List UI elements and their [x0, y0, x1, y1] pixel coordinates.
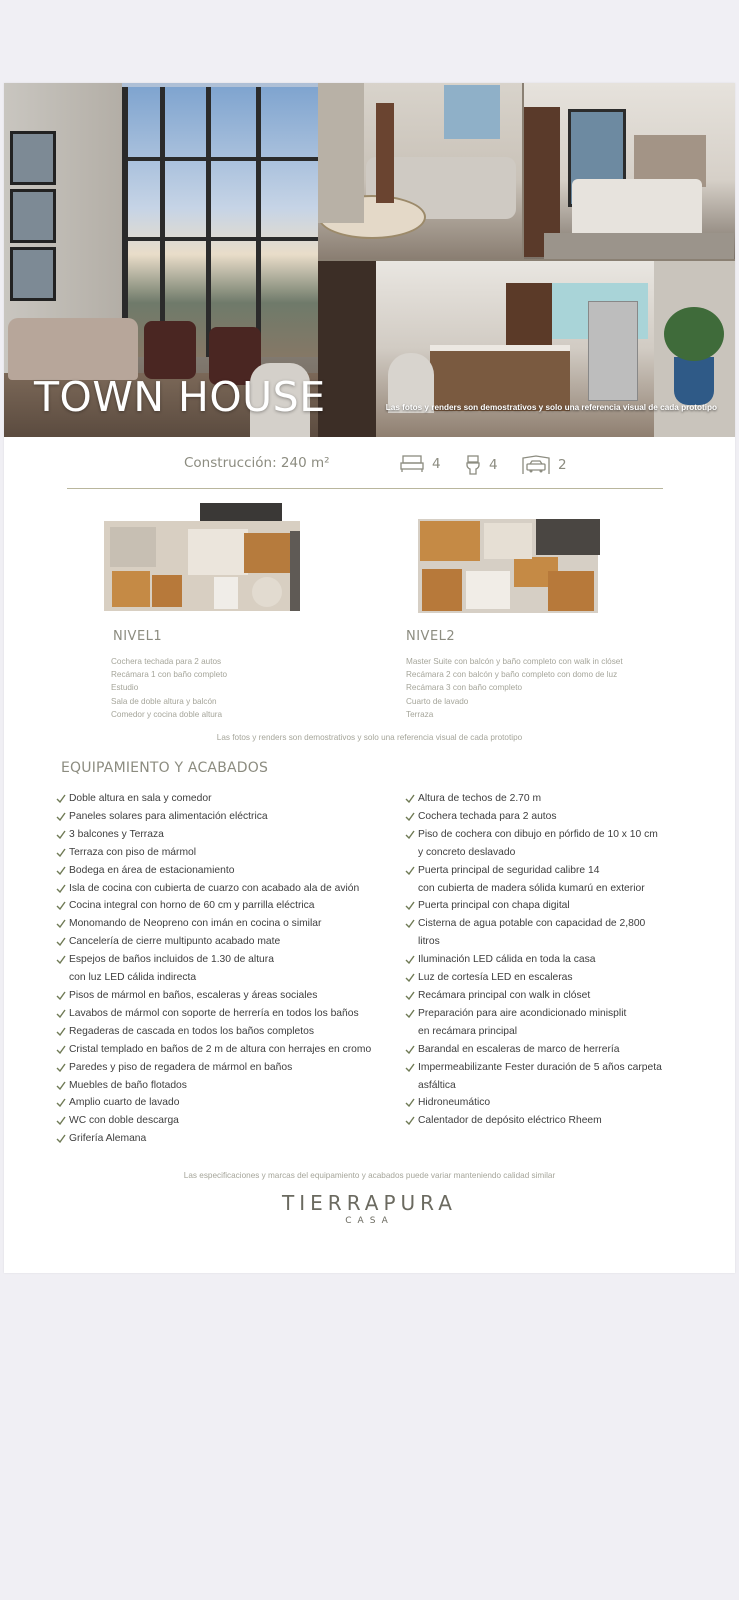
equipment-item [56, 1077, 396, 1095]
brand-logo-sub: CASA [345, 1216, 394, 1226]
equipment-item [405, 1112, 705, 1130]
toilet-icon [465, 455, 481, 475]
equipment-item [56, 1112, 396, 1130]
check-icon [56, 1063, 66, 1072]
bedrooms-count: 4 [432, 456, 441, 472]
construction-area: Construcción: 240 m² [184, 455, 330, 471]
check-icon [56, 884, 66, 893]
equipment-item-text: asfáltica [418, 1079, 456, 1091]
equipment-list-right [405, 790, 705, 1130]
check-icon [405, 794, 415, 803]
equipment-item-text: Lavabos de mármol con soporte de herrería en todos los baños [69, 1007, 359, 1019]
equipment-item-text: Piso de cochera con dibujo en pórfido de 10 x 10 cm [418, 828, 658, 840]
check-icon [56, 1045, 66, 1054]
check-icon [405, 1045, 415, 1054]
list-item: Comedor y cocina doble altura [111, 709, 223, 719]
check-icon [56, 937, 66, 946]
plans-disclaimer: Las fotos y renders son demostrativos y solo una referencia visual de cada prototipo [216, 733, 523, 742]
check-icon [405, 901, 415, 910]
equipment-item-continuation [405, 933, 705, 951]
equipment-item [405, 826, 705, 844]
equipment-item [405, 790, 705, 808]
check-icon [56, 919, 66, 928]
equipment-item-continuation [405, 1077, 705, 1095]
list-item: Recámara 2 con balcón y baño completo con domo de luz [406, 670, 618, 680]
check-icon [56, 1081, 66, 1090]
equipment-item-text: Espejos de baños incluidos de 1.30 de altura [69, 954, 274, 966]
equipment-item [56, 808, 396, 826]
parking-count: 2 [558, 457, 567, 473]
check-icon [56, 1116, 66, 1125]
footer-disclaimer: Las especificaciones y marcas del equipamiento y acabados puede variar manteniendo calidad similar [183, 1171, 556, 1180]
equipment-item-text: Barandal en escaleras de marco de herrería [418, 1043, 620, 1055]
equipment-item-text: Cisterna de agua potable con capacidad de 2,800 [418, 918, 646, 930]
equipment-item-text: Muebles de baño flotados [69, 1079, 187, 1091]
equipment-item [56, 987, 396, 1005]
bedrooms-stat [400, 455, 441, 473]
garage-car-icon [522, 455, 550, 475]
check-icon [405, 991, 415, 1000]
check-icon [56, 866, 66, 875]
bed-icon [400, 455, 424, 473]
hero-disclaimer: Las fotos y renders son demostrativos y solo una referencia visual de cada prototipo [385, 403, 717, 412]
check-icon [56, 812, 66, 821]
equipment-item-text: 3 balcones y Terraza [69, 828, 164, 840]
check-icon [405, 812, 415, 821]
equipment-item [56, 844, 396, 862]
equipment-item-text: Pisos de mármol en baños, escaleras y áreas sociales [69, 989, 318, 1001]
check-icon [56, 1098, 66, 1107]
check-icon [56, 1009, 66, 1018]
check-icon [56, 901, 66, 910]
equipment-title: EQUIPAMIENTO Y ACABADOS [61, 760, 269, 776]
check-icon [405, 1063, 415, 1072]
parking-stat [522, 455, 567, 475]
equipment-item-text: Grifería Alemana [69, 1133, 147, 1145]
equipment-item [405, 808, 705, 826]
divider [67, 488, 663, 489]
equipment-item [405, 862, 705, 880]
equipment-item-text: WC con doble descarga [69, 1115, 179, 1127]
check-icon [56, 955, 66, 964]
equipment-item-text: con luz LED cálida indirecta [69, 972, 197, 984]
equipment-item-text: Luz de cortesía LED en escaleras [418, 972, 573, 984]
equipment-item [405, 915, 705, 933]
equipment-item-text: Puerta principal de seguridad calibre 14 [418, 864, 600, 876]
equipment-item-text: Hidroneumático [418, 1097, 491, 1109]
floor-plan-level-2 [408, 519, 604, 613]
equipment-item [56, 951, 396, 969]
check-icon [56, 848, 66, 857]
bathrooms-count: 4 [489, 457, 498, 473]
equipment-item [405, 1094, 705, 1112]
equipment-item-text: Iluminación LED cálida en toda la casa [418, 954, 596, 966]
check-icon [405, 1098, 415, 1107]
check-icon [405, 866, 415, 875]
equipment-item-text: Cocina integral con horno de 60 cm y parrilla eléctrica [69, 900, 315, 912]
bathrooms-stat [465, 455, 498, 475]
level-1-list [111, 655, 227, 721]
sofa-photo [318, 83, 522, 259]
equipment-item [56, 1094, 396, 1112]
check-icon [405, 830, 415, 839]
equipment-item-text: Altura de techos de 2.70 m [418, 793, 542, 804]
equipment-item-text: Isla de cocina con cubierta de cuarzo con acabado ala de avión [69, 882, 360, 894]
check-icon [405, 1116, 415, 1125]
equipment-item-text: Paneles solares para alimentación eléctrica [69, 810, 268, 822]
equipment-item-text: Monomando de Neopreno con imán en cocina o similar [69, 918, 322, 930]
equipment-item [56, 1023, 396, 1041]
equipment-item-text: Preparación para aire acondicionado minisplit [418, 1007, 627, 1019]
list-item: Cochera techada para 2 autos [111, 657, 222, 666]
equipment-item-text: litros [418, 936, 440, 948]
check-icon [405, 955, 415, 964]
equipment-item-text: en recámara principal [418, 1025, 518, 1037]
check-icon [405, 1009, 415, 1018]
equipment-item [405, 1059, 705, 1077]
check-icon [56, 1027, 66, 1036]
check-icon [405, 919, 415, 928]
equipment-item-text: y concreto deslavado [418, 846, 516, 858]
equipment-item-text: con cubierta de madera sólida kumarú en exterior [418, 882, 645, 894]
equipment-item [405, 1041, 705, 1059]
hero-title: TOWN HOUSE [34, 373, 326, 421]
bedroom-photo [524, 83, 735, 259]
equipment-item [405, 951, 705, 969]
equipment-item [405, 987, 705, 1005]
check-icon [56, 830, 66, 839]
list-item: Sala de doble altura y balcón [111, 696, 217, 706]
equipment-item [56, 880, 396, 898]
list-item: Recámara 3 con baño completo [406, 683, 523, 693]
equipment-item-text: Terraza con piso de mármol [69, 846, 197, 858]
equipment-item [405, 969, 705, 987]
specs-bar [4, 455, 735, 485]
equipment-item [56, 790, 396, 808]
list-item: Master Suite con balcón y baño completo con walk in clóset [406, 657, 623, 666]
level-2-title: NIVEL2 [406, 629, 456, 644]
check-icon [56, 1134, 66, 1143]
equipment-item [56, 1059, 396, 1077]
equipment-item-text: Amplio cuarto de lavado [69, 1097, 180, 1109]
brand-logo: TIERRAPURA [282, 1191, 457, 1215]
equipment-item-text: Calentador de depósito eléctrico Rheem [418, 1115, 602, 1127]
equipment-item-text: Doble altura en sala y comedor [69, 793, 212, 804]
equipment-item [56, 933, 396, 951]
equipment-item [56, 862, 396, 880]
equipment-item [56, 897, 396, 915]
level-2-list [406, 655, 623, 721]
equipment-item [56, 915, 396, 933]
floor-plan-level-1 [104, 503, 300, 613]
list-item: Terraza [406, 709, 434, 719]
hero-photo-collage [4, 83, 735, 437]
level-1-title: NIVEL1 [113, 629, 163, 644]
equipment-item-continuation [405, 880, 705, 898]
equipment-item-text: Cristal templado en baños de 2 m de altura con herrajes en cromo [69, 1043, 372, 1055]
equipment-item-continuation [405, 844, 705, 862]
equipment-item-text: Cochera techada para 2 autos [418, 810, 557, 822]
equipment-item-text: Puerta principal con chapa digital [418, 900, 570, 912]
equipment-item-text: Regaderas de cascada en todos los baños completos [69, 1025, 314, 1037]
check-icon [405, 973, 415, 982]
list-item: Estudio [111, 683, 139, 693]
equipment-item-text: Impermeabilizante Fester duración de 5 años carpeta [418, 1061, 662, 1073]
equipment-item [56, 826, 396, 844]
equipment-item [405, 897, 705, 915]
equipment-item [405, 1005, 705, 1023]
equipment-item-text: Bodega en área de estacionamiento [69, 864, 235, 876]
list-item: Recámara 1 con baño completo [111, 670, 228, 680]
equipment-item-text: Cancelería de cierre multipunto acabado mate [69, 936, 281, 948]
list-item: Cuarto de lavado [406, 696, 469, 706]
check-icon [56, 991, 66, 1000]
equipment-item [56, 1005, 396, 1023]
check-icon [56, 794, 66, 803]
brochure-sheet [4, 83, 735, 1273]
equipment-item-text: Recámara principal con walk in clóset [418, 989, 591, 1001]
equipment-item [56, 1041, 396, 1059]
equipment-list-left [56, 790, 396, 1148]
equipment-item [56, 1130, 396, 1148]
equipment-item-continuation [56, 969, 396, 987]
equipment-item-continuation [405, 1023, 705, 1041]
equipment-item-text: Paredes y piso de regadera de mármol en baños [69, 1061, 293, 1073]
